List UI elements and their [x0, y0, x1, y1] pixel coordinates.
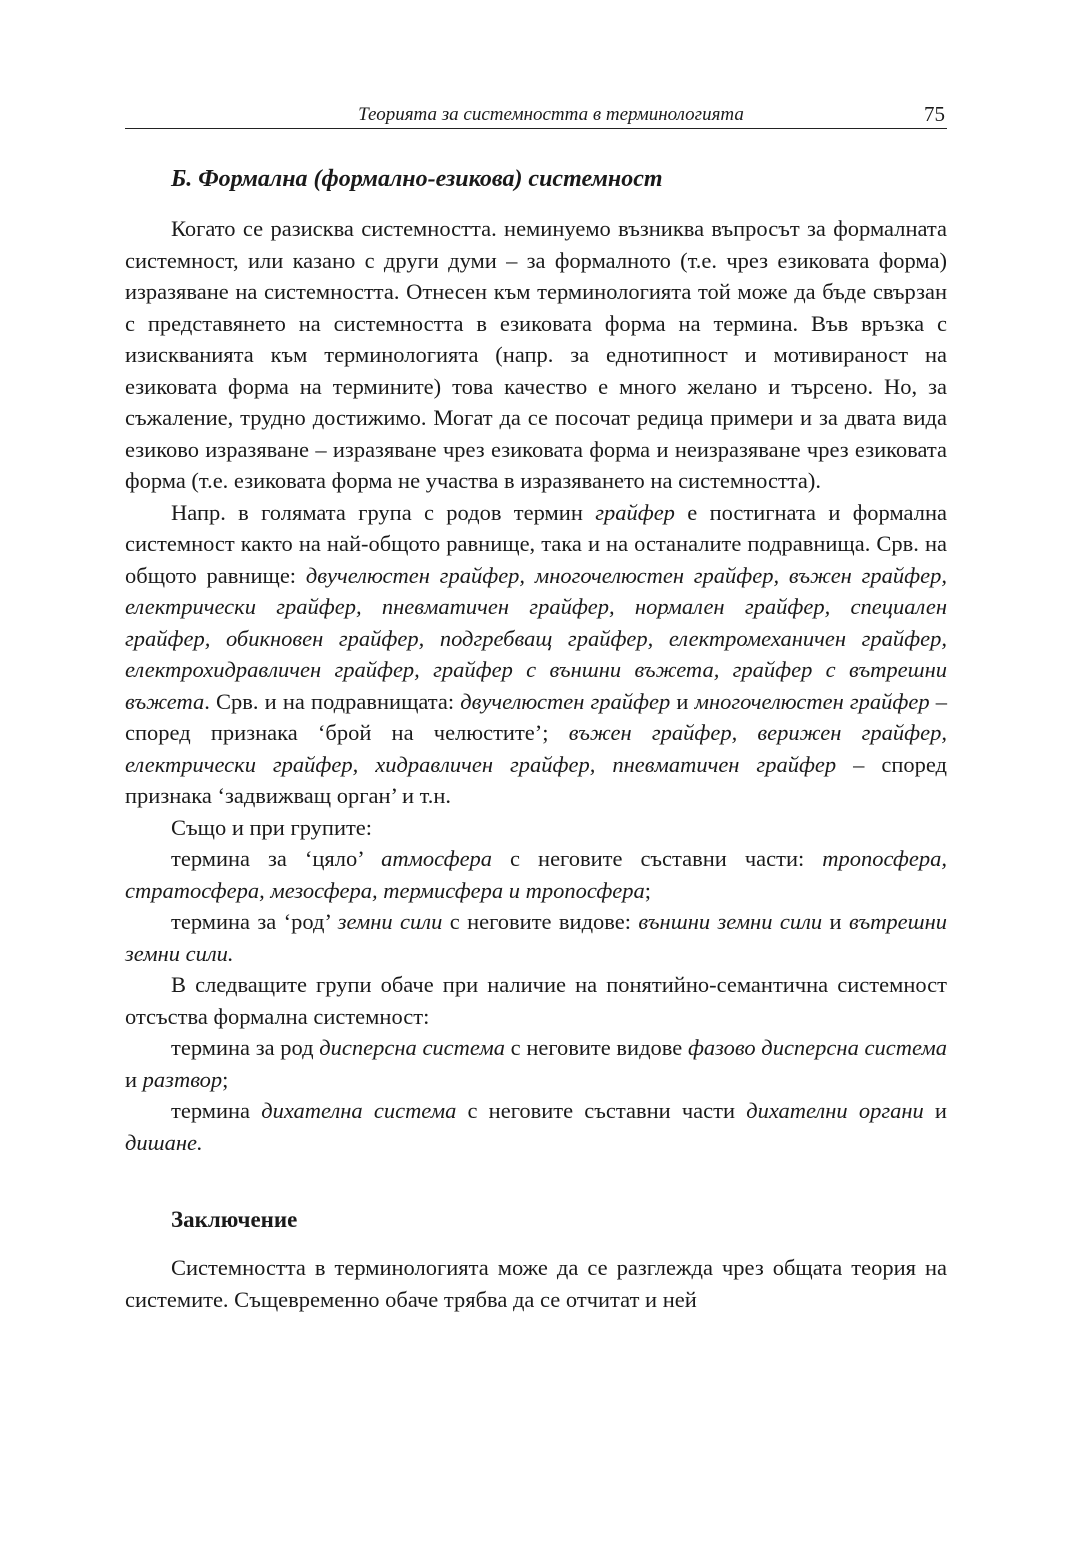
paragraph-intro: Когато се разисква системността. неминуемо възниква въпросът за формалната системност, или казано с други думи – за формалното (т.е. чрез езиковата форма) изразяване на системността. Отнесен към терминологията той може да бъде свързан с представянето на системността в езиковата форма на термина. Във връзка с изискванията към терминологията (напр. за еднотипност и мотивираност на езиковата форма на термините) това качество е много желано и търсено. Но, за съжаление, трудно достижимо. Могат да се посочат редица примери и за двата вида езиково изразяване – изразяване чрез езиковата форма и неизразяване чрез езиковата форма (т.е. езиковата форма не участва в изразяването на системността). [125, 216, 947, 493]
paragraph-grabber-examples: Напр. в голямата група с родов термин грайфер е постигната и формална системност както на най-общото равнище, така и на останалите подравнища. Срв. на общото равнище: двучелюстен грайфер, многочелюстен грайфер, въжен грайфер, електрически грайфер, пневматичен грайфер, нормален грайфер, специален грайфер, обикновен грайфер, подгребващ грайфер, електромеханичен грайфер, електрохидравличен грайфер, грайфер с външни въжета, грайфер с вътрешни въжета. Срв. и на подравнищата: двучелюстен грайфер и многочелюстен грайфер – според признака ‘брой на челюстите’; въжен грайфер, верижен грайфер, електрически грайфер, хидравличен грайфер, пневматичен грайфер – според признака ‘задвижващ орган’ и т.н. [125, 499, 948, 808]
paragraph-non-formal: В следващите групи обаче при наличие на понятийно-семантична системност отсъства формална системност: [125, 972, 947, 1029]
page-number: 75 [924, 102, 945, 126]
book-page [125, 98, 947, 1315]
section-body [125, 213, 947, 1158]
paragraph-groups-intro: Също и при групите: [171, 814, 373, 840]
paragraph-earth-forces: термина за ‘род’ земни сили с неговите видове: външни земни сили и вътрешни земни сили. [125, 909, 947, 966]
paragraph-respiratory-system: термина дихателна система с неговите съставни части дихателни органи и дишане. [125, 1098, 947, 1155]
section-heading-formal-systemness: Б. Формална (формално-езикова) системност [171, 166, 663, 192]
running-title: Теорията за системността в терминологията [358, 104, 744, 125]
conclusion-heading: Заключение [171, 1207, 298, 1232]
paragraph-dispersed-system: термина за род дисперсна система с неговите видове фазово дисперсна система и разтвор; [125, 1035, 948, 1092]
running-header [125, 98, 947, 129]
paragraph-conclusion: Системността в терминологията може да се разглежда чрез общата теория на системите. Същевременно обаче трябва да се отчитат и ней [125, 1255, 947, 1312]
conclusion-body [125, 1252, 947, 1315]
paragraph-atmosphere: термина за ‘цяло’ атмосфера с неговите съставни части: тропосфера, стратосфера, мезосфера, термисфера и тропосфера; [125, 846, 947, 903]
